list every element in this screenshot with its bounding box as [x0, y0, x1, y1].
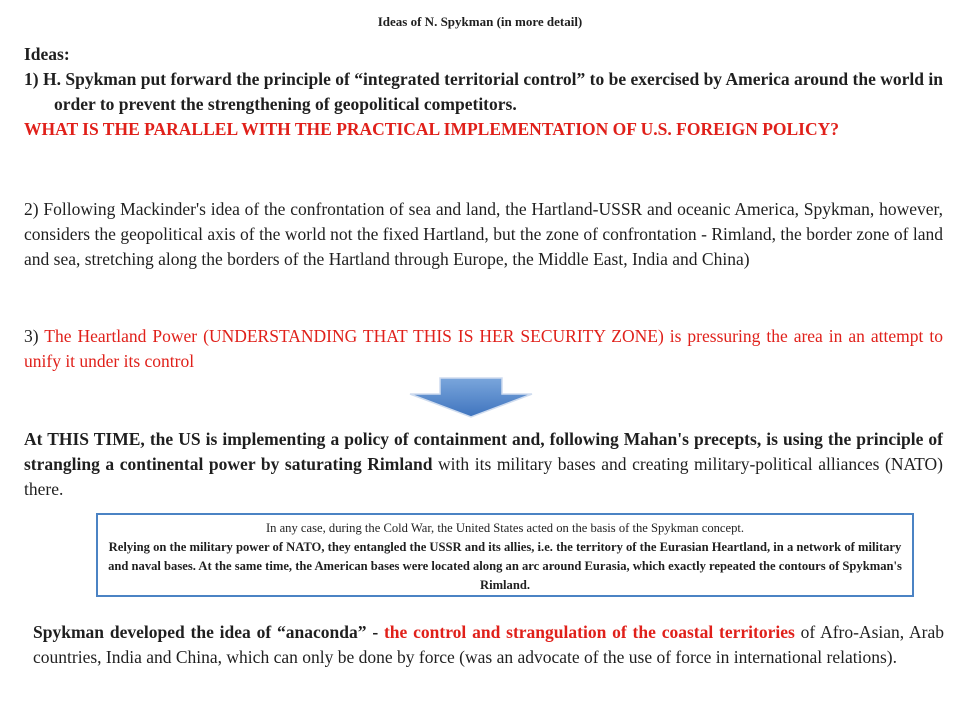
idea-item-2: 2) Following Mackinder's idea of the confrontation of sea and land, the Hartland-USSR and oceanic America, Spykman, however, considers the geopolitical axis of the world not the fixed Hartland, but the zone of confrontation - Rimland, the border zone of land and sea, stretching along the borders of the Hartland through Europe, the Middle East, India and China)	[24, 199, 943, 269]
idea-item-3	[24, 324, 943, 374]
containment-bold-text: At THIS TIME, the US is implementing a policy of containment and, following Mahan's precepts, is using the principle of strangling a continental power by saturating Rimland	[24, 429, 943, 474]
ideas-section	[24, 42, 943, 142]
anaconda-bold-text: Spykman developed the idea of “anaconda” -	[33, 622, 379, 642]
idea-item-1	[24, 67, 943, 117]
containment-normal-text: with its military bases and creating military-political alliances (NATO) there.	[24, 454, 944, 499]
anaconda-normal-text: of Afro-Asian, Arab countries, India and China, which can only be done by force (was an advocate of the use of force in international relations).	[33, 622, 944, 667]
idea-item-3-text: The Heartland Power (UNDERSTANDING THAT THIS IS HER SECURITY ZONE) is pressuring the area in an attempt to unify it under its control	[24, 326, 943, 371]
ideas-heading: Ideas:	[24, 44, 70, 64]
down-arrow-icon	[408, 376, 534, 418]
anaconda-paragraph	[33, 620, 944, 670]
callout-line-2: Relying on the military power of NATO, they entangled the USSR and its allies, i.e. the territory of the Eurasian Heartland, in a network of military and naval bases. At the same time, the American bases were located along an arc around Eurasia, which exactly repeated the contours of Spykman's Rimland.	[108, 540, 902, 592]
idea-item-3-number: 3)	[24, 326, 39, 346]
idea-item-1-number: 1)	[24, 69, 39, 89]
cold-war-callout-box	[96, 513, 914, 597]
foreign-policy-question: WHAT IS THE PARALLEL WITH THE PRACTICAL IMPLEMENTATION OF U.S. FOREIGN POLICY?	[24, 119, 840, 139]
anaconda-red-text: the control and strangulation of the coastal territories	[378, 622, 795, 642]
idea-item-1-text: H. Spykman put forward the principle of “integrated territorial control” to be exercised by America around the world in order to prevent the strengthening of geopolitical competitors.	[42, 69, 944, 114]
containment-paragraph	[24, 427, 943, 502]
slide-title: Ideas of N. Spykman (in more detail)	[377, 14, 583, 29]
callout-line-1: In any case, during the Cold War, the United States acted on the basis of the Spykman concept.	[265, 521, 745, 535]
